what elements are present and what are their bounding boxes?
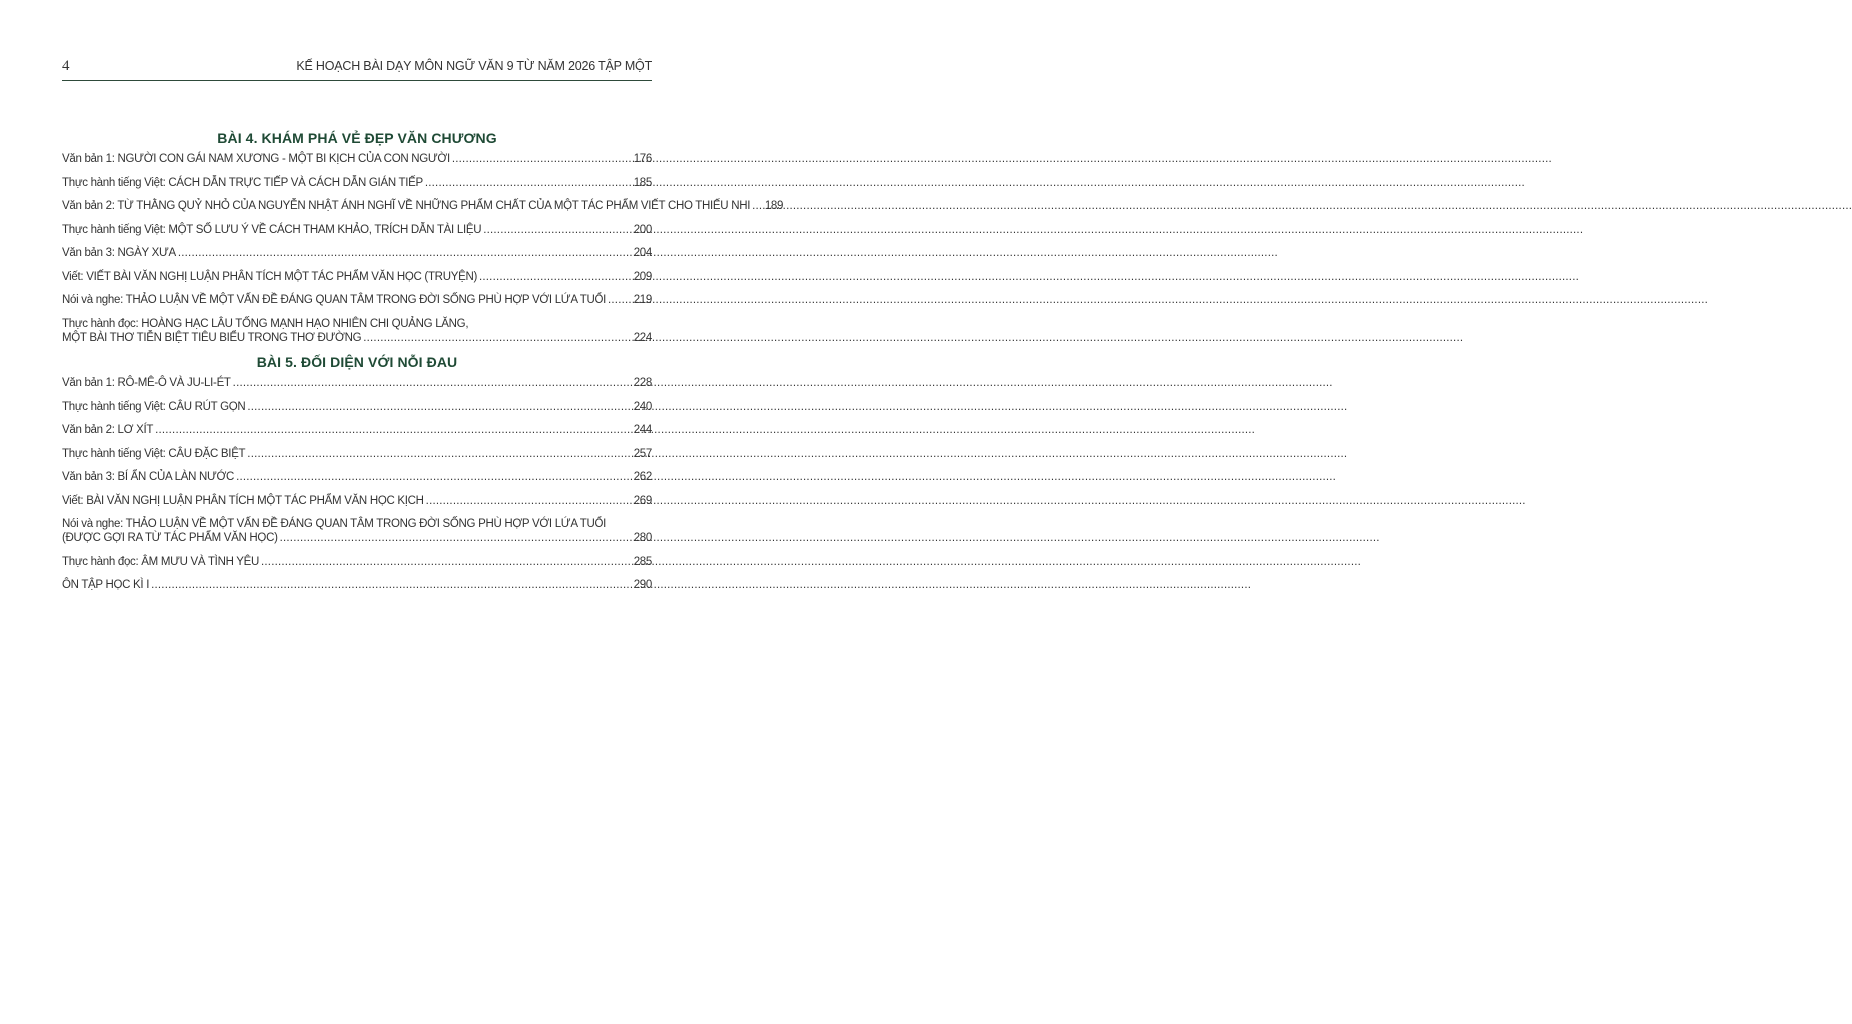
page-ref: 185 [633,176,652,189]
book-title: KẾ HOẠCH BÀI DẠY MÔN NGỮ VĂN 9 TỪ NĂM 2026 TẬP MỘT [296,59,652,73]
page-ref: 240 [633,400,652,413]
toc-section [62,354,652,592]
toc-entry-title: ÔN TẬP HỌC KÌ I [62,579,150,591]
page-ref: 244 [633,424,652,436]
toc-entry-title: Văn bản 1: NGƯỜI CON GÁI NAM XƯƠNG - MỘT BI KỊCH CỦA CON NGƯỜI [62,153,450,165]
toc-entry [62,423,652,437]
section-title: BÀI 5. ĐỐI DIỆN VỚI NỖI ĐAU [256,354,458,370]
dot-leader [233,376,627,390]
toc-entry-title: Văn bản 3: NGÀY XƯA [62,247,176,259]
dot-leader [151,578,627,592]
toc-entry-title: Thực hành tiếng Việt: CÂU RÚT GỌN [62,400,246,413]
table-of-contents [62,130,784,602]
toc-entry [62,517,652,545]
toc-entry [62,176,652,190]
toc-entry [62,223,652,237]
toc-entry [62,152,652,166]
page-number: 4 [62,58,70,74]
dot-leader [155,423,627,437]
dot-leader [280,531,627,545]
page-ref: 285 [633,555,652,568]
page-ref: 262 [633,471,652,483]
toc-entry [62,470,652,484]
toc-entry [62,246,652,260]
toc-entry-title: Văn bản 2: TỪ THẰNG QUỶ NHỎ CỦA NGUYỄN NHẬT ÁNH NGHĨ VỀ NHỮNG PHẨM CHẤT CỦA MỘT TÁC PHẨM VIẾT CHO THIẾU NHI [62,200,751,212]
toc-entry [62,376,652,390]
dot-leader [363,331,627,345]
page-ref: 209 [633,270,652,283]
page-ref: 228 [633,377,652,389]
dot-leader [178,246,627,260]
page-ref: 224 [633,331,652,344]
toc-entry [62,199,784,213]
toc-entry-title: Viết: BÀI VĂN NGHỊ LUẬN PHÂN TÍCH MỘT TÁC PHẨM VĂN HỌC KỊCH [62,494,424,507]
dot-leader [425,176,627,190]
toc-entry-title: Thực hành tiếng Việt: CÂU ĐẶC BIỆT [62,447,246,460]
toc-entry [62,317,652,345]
dot-leader [479,270,627,284]
toc-entry-title: (ĐƯỢC GỢI RA TỪ TÁC PHẨM VĂN HỌC) [62,532,278,544]
toc-entry [62,494,652,508]
toc-entry-title: Văn bản 2: LƠ XÍT [62,424,154,436]
page-ref: 290 [633,579,652,591]
page-ref: 176 [633,153,652,165]
toc-entry [62,400,652,414]
toc-entry-title: Thực hành tiếng Việt: CÁCH DẪN TRỰC TIẾP VÀ CÁCH DẪN GIÁN TIẾP [62,176,423,189]
toc-entry-title: Thực hành tiếng Việt: MỘT SỐ LƯU Ý VỀ CÁCH THAM KHẢO, TRÍCH DẪN TÀI LIỆU [62,223,482,236]
page-ref: 280 [633,532,652,544]
page-ref: 257 [633,447,652,460]
toc-section [62,130,784,345]
section-title: BÀI 4. KHÁM PHÁ VẺ ĐẸP VĂN CHƯƠNG [217,130,497,146]
toc-entry-title: Nói và nghe: THẢO LUẬN VỀ MỘT VẤN ĐỀ ĐÁNG QUAN TÂM TRONG ĐỜI SỐNG PHÙ HỢP VỚI LỨA TUỔI [62,294,607,306]
page-header [62,58,652,81]
toc-entry-title: Thực hành đọc: ÂM MƯU VÀ TÌNH YÊU [62,555,260,568]
toc-entry-title-first-line: Thực hành đọc: HOÀNG HẠC LÂU TỐNG MẠNH HẠO NHIÊN CHI QUẢNG LĂNG, [62,317,469,330]
toc-entry-title: MỘT BÀI THƠ TIỄN BIỆT TIÊU BIỂU TRONG THƠ ĐƯỜNG [62,331,362,344]
toc-entry-title-first-line: Nói và nghe: THẢO LUẬN VỀ MỘT VẤN ĐỀ ĐÁNG QUAN TÂM TRONG ĐỜI SỐNG PHÙ HỢP VỚI LỨA TUỔI [62,518,607,530]
dot-leader [247,447,627,461]
dot-leader [426,494,627,508]
toc-entry-title: Văn bản 1: RÔ-MÊ-Ô VÀ JU-LI-ÉT [62,377,231,389]
dot-leader [261,555,627,569]
dot-leader [236,470,627,484]
toc-entry [62,578,652,592]
toc-entry [62,555,652,569]
dot-leader [608,293,627,307]
page-ref: 219 [633,294,652,306]
toc-entry [62,293,652,307]
toc-entry [62,270,652,284]
toc-entry-title: Văn bản 3: BÍ ẨN CỦA LÀN NƯỚC [62,471,235,483]
dot-leader [752,199,758,213]
page-ref: 189 [764,200,784,212]
page-ref: 200 [633,223,652,236]
toc-entry [62,447,652,461]
page-ref: 269 [633,494,652,507]
toc-entry-title: Viết: VIẾT BÀI VĂN NGHỊ LUẬN PHÂN TÍCH MỘT TÁC PHẨM VĂN HỌC (TRUYỆN) [62,270,477,283]
page-ref: 204 [633,247,652,259]
dot-leader [247,400,627,414]
dot-leader [452,152,627,166]
dot-leader [483,223,627,237]
